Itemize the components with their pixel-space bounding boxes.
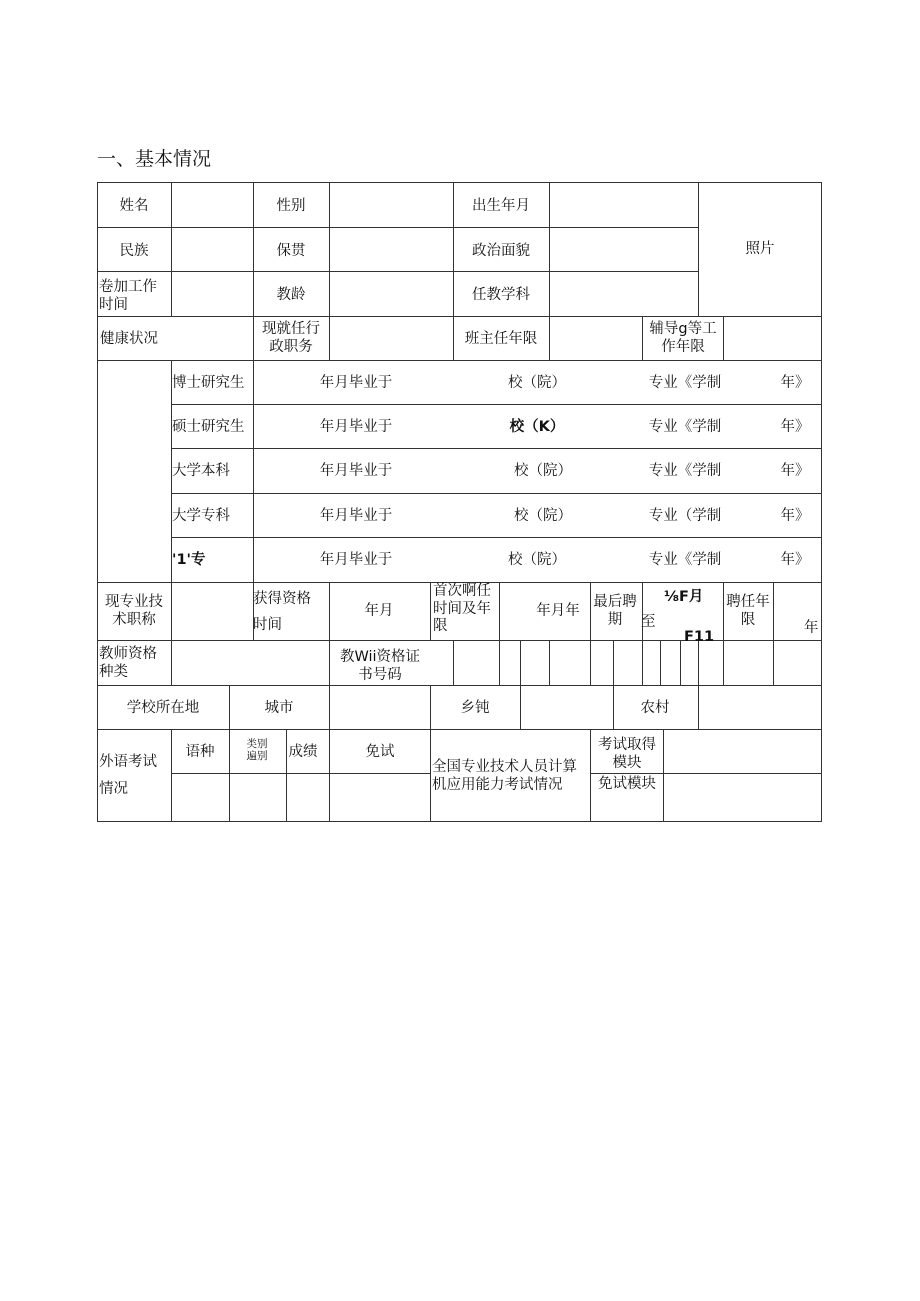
last-appointment-fraction: ⅛F月 [664,589,704,605]
edu-school: 校（院） [508,375,566,391]
label-health: 健康状况 [100,331,158,347]
option-village: 农村 [640,700,670,716]
option-town: 乡钝 [460,700,490,716]
label-teacher-cert-type: 教师资格 种类 [99,646,157,680]
label-political-status: 政治面貌 [472,243,530,259]
label-ethnic: 民族 [119,243,149,259]
edu-year: 年》 [780,419,810,435]
label-exam-type: 类别 遍别 [246,738,268,762]
label-admin-post: 现就任行 政职务 [262,321,320,355]
title-ym: 年月 [364,603,394,619]
edu-year: 年》 [780,375,810,391]
label-photo: 照片 [745,241,775,257]
last-appointment-f11: F11 [684,629,715,645]
label-professional-title: 现专业技 术职称 [105,594,163,628]
edu-level-doctor: 博士研究生 [172,375,245,391]
edu-school: 校（院） [508,552,566,568]
label-birth: 出生年月 [472,198,530,214]
section-title: 一、基本情况 [97,148,212,170]
edu-ym: 年月毕业于 [319,508,393,524]
first-appointment-ymy: 年月年 [536,603,580,619]
edu-ym: 年月毕业于 [319,552,393,568]
label-native-place: 保贯 [276,243,306,259]
edu-major: 专业《学制 [648,375,722,391]
appointment-year-unit: 年 [804,620,819,636]
edu-ym: 年月毕业于 [319,419,393,435]
label-score: 成绩 [288,744,318,760]
last-appointment-to: 至 [641,614,656,630]
label-first-appointment: 首次啊任 时间及年 限 [433,583,491,634]
label-qualification-time: 获得资格 时间 [253,591,311,633]
basic-info-form [97,182,822,822]
label-modules-passed: 考试取得 模块 [598,737,656,771]
label-teaching-subject: 任教学科 [472,287,530,303]
edu-school: 校（K） [509,419,565,435]
label-teaching-age: 教龄 [276,287,306,303]
edu-school: 校（院） [514,508,572,524]
label-name: 姓名 [119,198,149,214]
edu-year: 年》 [780,552,810,568]
label-language: 语种 [185,744,215,760]
edu-year: 年》 [780,463,810,479]
edu-major: 专业《学制 [648,552,722,568]
edu-ym: 年月毕业于 [319,463,393,479]
edu-major: 专业（学制 [648,508,722,524]
edu-major: 专业《学制 [648,463,722,479]
edu-level-associate: 大学专科 [172,508,230,524]
edu-level-master: 硕士研究生 [172,419,245,435]
edu-level-secondary: '1'专 [172,552,206,568]
edu-level-bachelor: 大学本科 [172,463,230,479]
label-exempt-modules: 免试模块 [598,776,656,792]
label-foreign-language-exam: 外语考试 情况 [99,754,157,797]
edu-ym: 年月毕业于 [319,375,393,391]
label-tutor-years: 辅导g等工 作年限 [649,321,717,355]
label-work-start: 卷加工作 时间 [99,279,157,313]
label-teacher-cert-number: 教Wii资格证 书号码 [339,649,421,683]
label-appointment-years: 聘任年 限 [726,594,770,628]
label-gender: 性别 [276,198,306,214]
label-exempt: 免试 [365,744,395,760]
edu-major: 专业《学制 [648,419,722,435]
option-city: 城市 [264,700,294,716]
label-computer-exam: 全国专业技术人员计算 机应用能力考试情况 [432,759,577,793]
edu-year: 年》 [780,508,810,524]
edu-school: 校（院） [514,463,572,479]
label-head-teacher-years: 班主任年限 [464,331,538,347]
label-last-appointment: 最后聘 期 [593,594,637,628]
label-school-location: 学校所在地 [126,700,200,716]
